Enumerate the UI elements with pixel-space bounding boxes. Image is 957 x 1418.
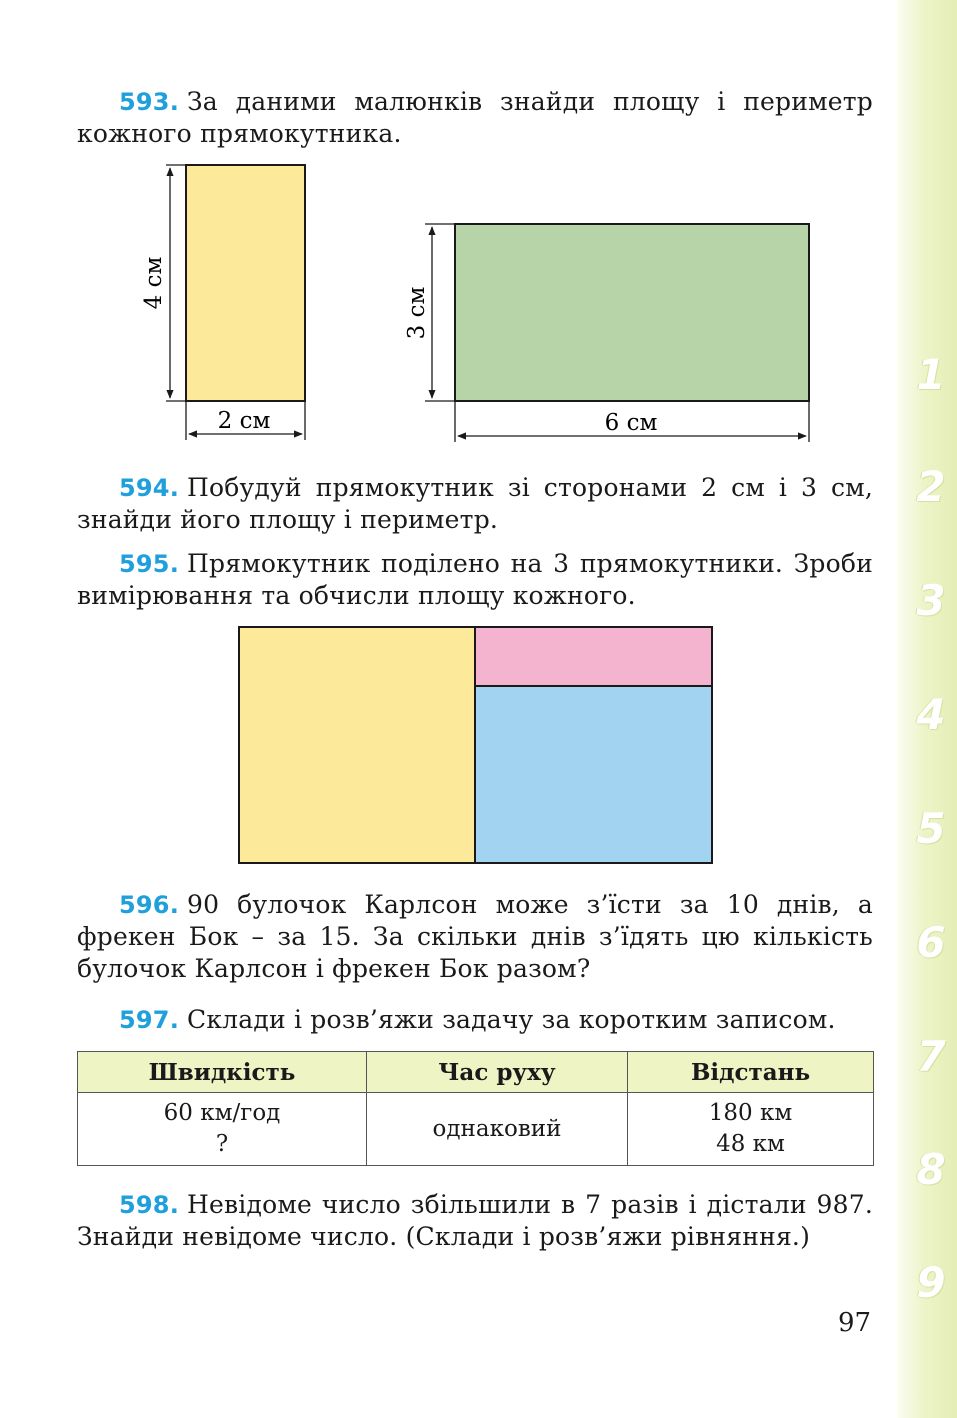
rectangle-1 <box>186 165 305 401</box>
task-text: Побудуй прямокутник зі сторонами 2 см і 3 см, знайди його площу і периметр. <box>77 473 873 534</box>
rectangle-2 <box>455 224 809 401</box>
speed-value-2: ? <box>215 1131 229 1157</box>
chapter-tab-1[interactable]: 1 <box>916 350 946 399</box>
chapter-tab-6[interactable]: 6 <box>916 918 946 967</box>
chapter-tab-4[interactable]: 4 <box>916 690 946 739</box>
task-597 <box>77 1004 873 1036</box>
task-598 <box>77 1189 873 1253</box>
task-number: 598. <box>119 1191 180 1219</box>
chapter-tab-7[interactable]: 7 <box>916 1032 946 1081</box>
rect1-height-label: 4 см <box>141 256 167 310</box>
rectangles-figure <box>0 0 957 460</box>
task-text: Невідоме число збільшили в 7 разів і дістали 987. Знайди невідоме число. (Склади і розв’яжи рівняння.) <box>77 1190 873 1251</box>
task-number: 594. <box>119 474 180 502</box>
page-number: 97 <box>838 1308 872 1338</box>
distance-cell <box>628 1093 874 1166</box>
task-text: 90 булочок Карлсон може з’їсти за 10 днів, а фрекен Бок – за 15. За скільки днів з’їдять цю кількість булочок Карлсон і фрекен Бок разом? <box>77 890 873 983</box>
table-row <box>78 1093 874 1166</box>
top-right-rectangle <box>475 627 712 686</box>
divided-rectangle-figure <box>0 620 957 880</box>
header-speed: Швидкість <box>78 1052 367 1093</box>
task-text: Прямокутник поділено на 3 прямокутники. Зроби вимірювання та обчисли площу кожного. <box>77 549 873 610</box>
header-time: Час руху <box>367 1052 628 1093</box>
table-header-row <box>78 1052 874 1093</box>
task-number: 595. <box>119 550 180 578</box>
chapter-tab-3[interactable]: 3 <box>916 576 946 625</box>
left-rectangle <box>239 627 475 863</box>
chapter-tab-5[interactable]: 5 <box>916 804 946 853</box>
speed-cell <box>78 1093 367 1166</box>
time-cell: однаковий <box>367 1093 628 1166</box>
task-594 <box>77 472 873 536</box>
chapter-tab-8[interactable]: 8 <box>916 1145 946 1194</box>
distance-value-1: 180 км <box>708 1100 793 1126</box>
task-596 <box>77 889 873 985</box>
task-number: 593. <box>119 88 180 116</box>
task-text: Склади і розв’яжи задачу за коротким записом. <box>187 1005 836 1034</box>
task-text: За даними малюнків знайди площу і периметр кожного прямокутника. <box>77 87 873 148</box>
rect1-width-label: 2 см <box>217 408 271 434</box>
bottom-right-rectangle <box>475 686 712 863</box>
task-number: 597. <box>119 1006 180 1034</box>
rect2-height-label: 3 см <box>404 286 430 340</box>
short-record-table <box>77 1051 874 1166</box>
distance-value-2: 48 км <box>716 1131 785 1157</box>
chapter-tab-2[interactable]: 2 <box>916 462 946 511</box>
task-595 <box>77 548 873 612</box>
chapter-tab-9[interactable]: 9 <box>916 1258 946 1307</box>
task-number: 596. <box>119 891 180 919</box>
rect2-width-label: 6 см <box>604 410 658 436</box>
header-distance: Відстань <box>628 1052 874 1093</box>
speed-value-1: 60 км/год <box>163 1100 281 1126</box>
